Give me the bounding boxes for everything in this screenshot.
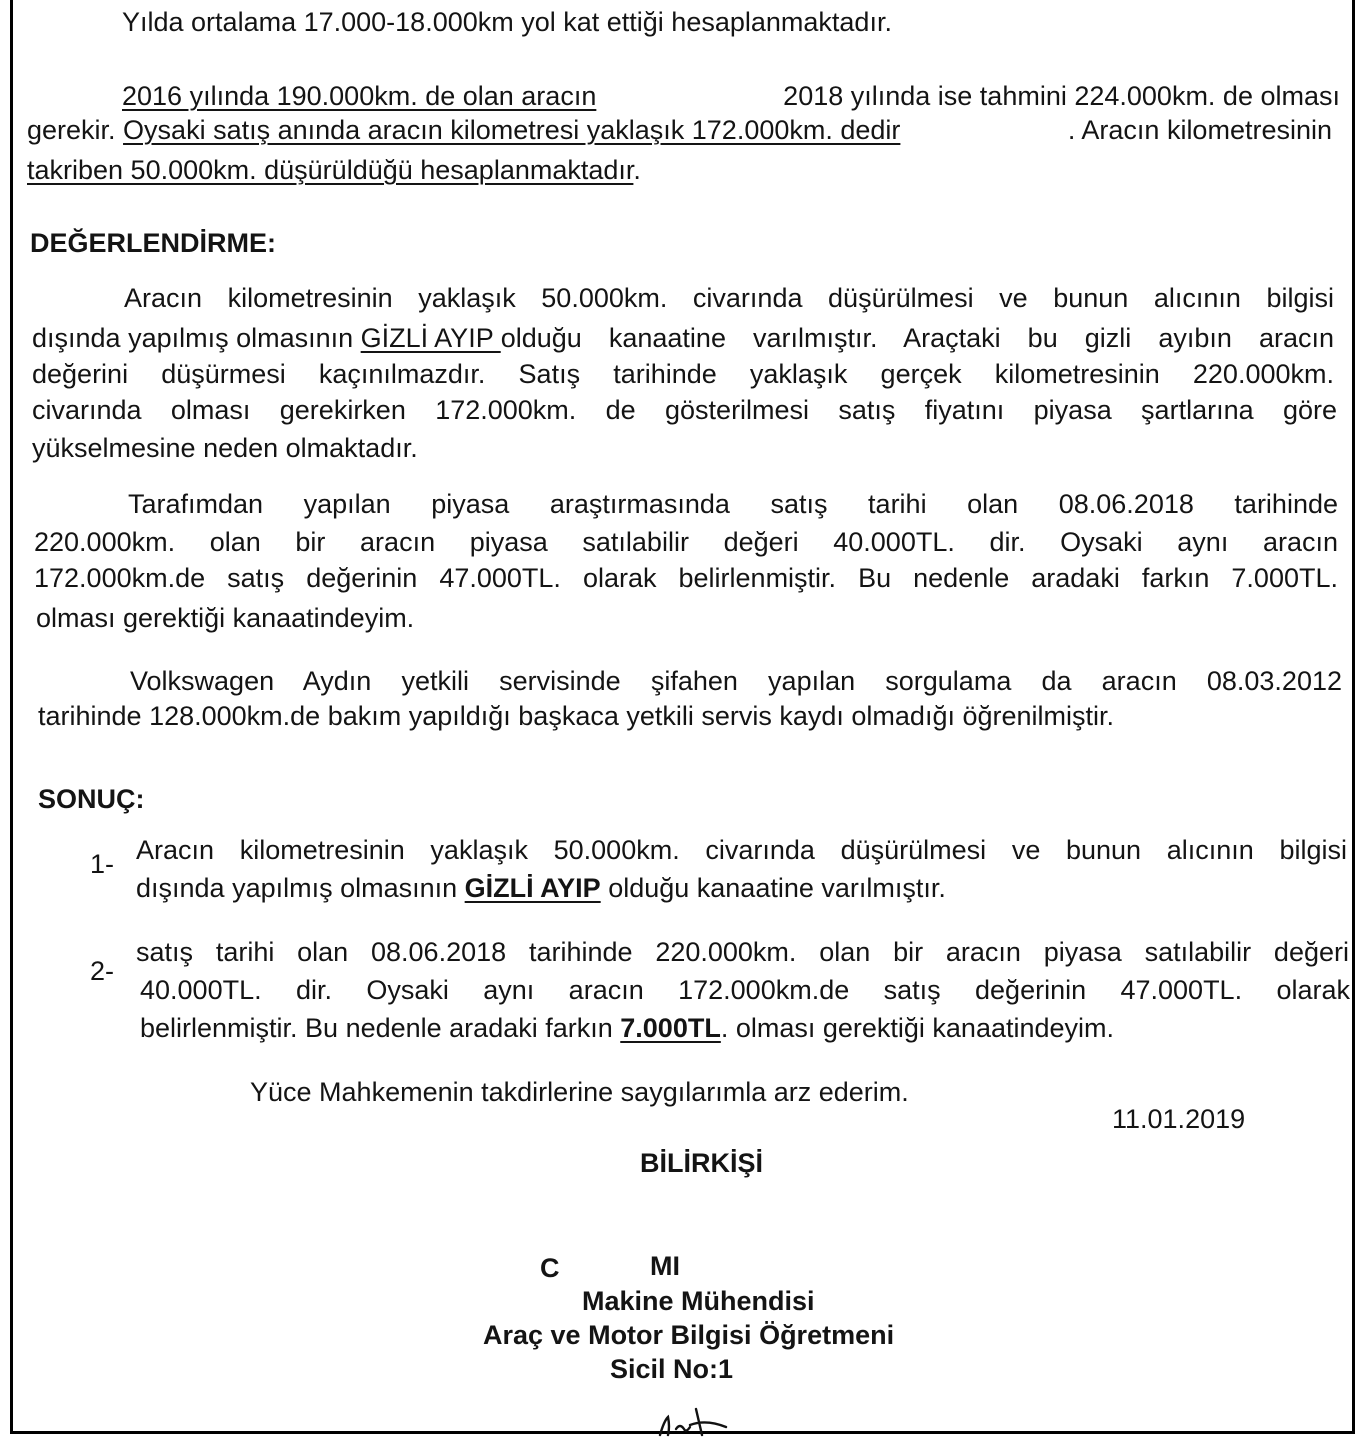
underlined-text: 2016 yılında 190.000km. de olan aracın (122, 81, 597, 111)
paragraph-line (140, 1012, 1114, 1044)
paragraph-line: Aracın kilometresinin yaklaşık 50.000km. civarında düşürülmesi ve bunun alıcının bilgisi (124, 283, 1334, 313)
underlined-text: Oysaki satış anında aracın kilometresi yaklaşık 172.000km. dedir (123, 115, 901, 145)
text-span: olduğu kanaatine varılmıştır. (600, 873, 946, 903)
paragraph-line: civarında olması gerekirken 172.000km. de gösterilmesi satış fiyatını piyasa şartlarına göre (32, 395, 1337, 425)
text-span: gerekir. (27, 115, 124, 145)
paragraph-line (122, 80, 1340, 112)
paragraph-line (27, 154, 641, 186)
underlined-text: GİZLİ AYIP (360, 323, 501, 353)
paragraph-line: 40.000TL. dir. Oysaki aynı aracın 172.000km.de satış değerinin 47.000TL. olarak (140, 975, 1350, 1005)
signature-initial: C (540, 1253, 560, 1283)
text-span: dışında yapılmış olmasının (32, 323, 361, 353)
paragraph-line: Volkswagen Aydın yetkili servisinde şifahen yapılan sorgulama da aracın 08.03.2012 (130, 666, 1342, 696)
document-date: 11.01.2019 (1112, 1104, 1246, 1134)
text-span: . Aracın kilometresinin (1067, 115, 1332, 145)
text-span: belirlenmiştir. Bu nedenle aradaki farkın (140, 1013, 621, 1043)
text-span: . olması gerektiği kanaatindeyim. (720, 1013, 1115, 1043)
paragraph-line (27, 114, 1332, 146)
text-span: 2018 yılında ise tahmini 224.000km. de olması (783, 81, 1340, 111)
signature-title: Araç ve Motor Bilgisi Öğretmeni (483, 1320, 895, 1350)
text-span: . (633, 155, 641, 185)
section-heading: SONUÇ: (38, 784, 145, 814)
paragraph-line (32, 322, 1334, 354)
underlined-text: GİZLİ AYIP (464, 873, 601, 903)
paragraph-line: değerini düşürmesi kaçınılmazdır. Satış tarihinde yaklaşık gerçek kilometresinin 220.000km. (32, 359, 1334, 389)
signature-initial: MI (650, 1251, 680, 1281)
paragraph-line: 172.000km.de satış değerinin 47.000TL. olarak belirlenmiştir. Bu nedenle aradaki farkın 7.000TL. (34, 563, 1338, 593)
signature-role: BİLİRKİŞİ (640, 1148, 764, 1178)
signature-title: Makine Mühendisi (582, 1286, 815, 1316)
paragraph-line: olması gerektiği kanaatindeyim. (36, 603, 415, 633)
paragraph-line: 220.000km. olan bir aracın piyasa satılabilir değeri 40.000TL. dir. Oysaki aynı aracın (34, 527, 1338, 557)
section-heading: DEĞERLENDİRME: (30, 228, 277, 258)
text-span: olduğu kanaatine varılmıştır. Araçtaki bu gizli ayıbın aracın (500, 323, 1334, 353)
list-number: 1- (90, 849, 115, 879)
text-span: dışında yapılmış olmasının (136, 873, 465, 903)
paragraph-line: tarihinde 128.000km.de bakım yapıldığı başkaca yetkili servis kaydı olmadığı öğrenilmiştir. (38, 701, 1115, 731)
underlined-text: takriben 50.000km. düşürüldüğü hesaplanmaktadır (27, 155, 634, 185)
list-number: 2- (90, 956, 115, 986)
underlined-text: 7.000TL (620, 1013, 721, 1043)
signature-registry: Sicil No:1 (610, 1354, 734, 1384)
paragraph-line: Yılda ortalama 17.000-18.000km yol kat ettiği hesaplanmaktadır. (122, 7, 892, 37)
closing-text: Yüce Mahkemenin takdirlerine saygılarımla arz ederim. (250, 1077, 909, 1107)
paragraph-line: Aracın kilometresinin yaklaşık 50.000km. civarında düşürülmesi ve bunun alıcının bilgisi (136, 835, 1347, 865)
paragraph-line: satış tarihi olan 08.06.2018 tarihinde 220.000km. olan bir aracın piyasa satılabilir değeri (136, 937, 1349, 967)
paragraph-line: Tarafımdan yapılan piyasa araştırmasında satış tarihi olan 08.06.2018 tarihinde (128, 489, 1338, 519)
paragraph-line (136, 872, 946, 904)
paragraph-line: yükselmesine neden olmaktadır. (32, 433, 418, 463)
handwritten-signature (646, 1405, 746, 1437)
